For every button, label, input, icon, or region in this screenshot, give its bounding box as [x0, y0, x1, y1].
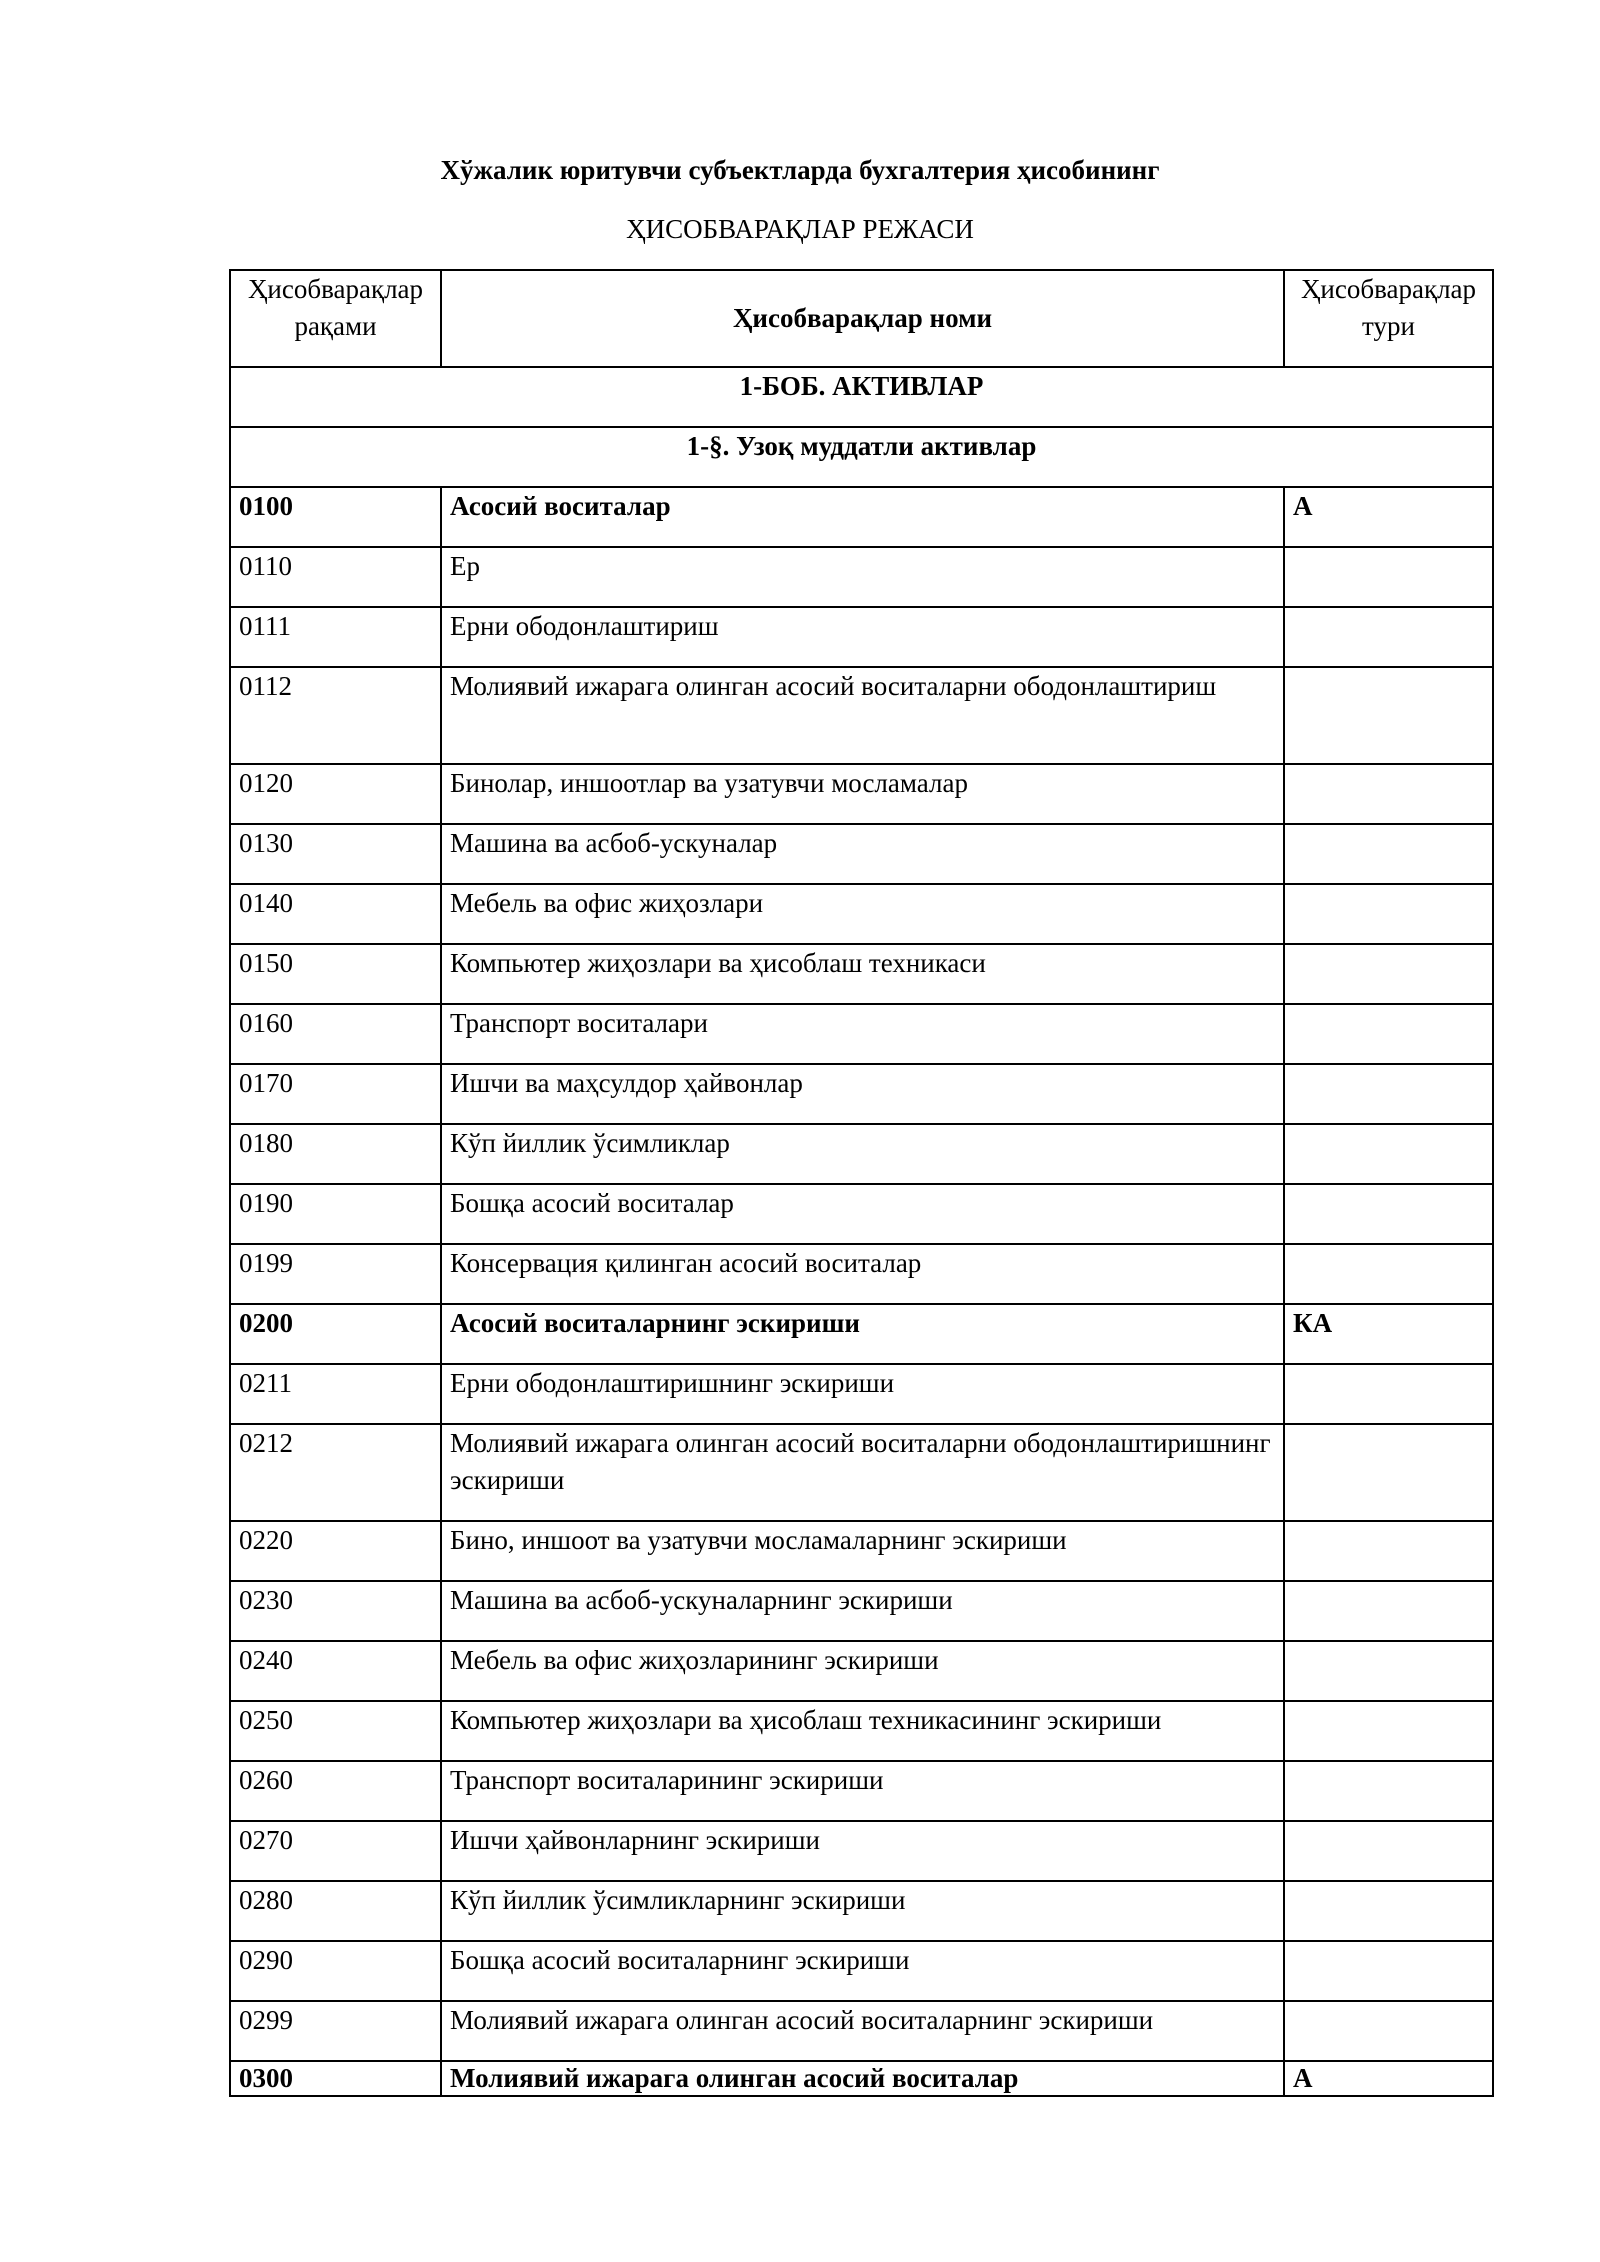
chapter-row [230, 367, 1493, 427]
account-type-cell [1284, 1581, 1493, 1641]
account-name-cell: Компьютер жиҳозлари ва ҳисоблаш техникасининг эскириши [441, 1701, 1284, 1761]
account-type-cell [1284, 884, 1493, 944]
account-type-cell: А [1284, 2061, 1493, 2096]
account-type-cell [1284, 2001, 1493, 2061]
account-name-cell: Бинолар, иншоотлар ва узатувчи мосламалар [441, 764, 1284, 824]
account-type-cell [1284, 944, 1493, 1004]
table-row [230, 1424, 1493, 1521]
table-row [230, 667, 1493, 764]
account-code-cell: 0230 [230, 1581, 441, 1641]
table-row [230, 824, 1493, 884]
table-row [230, 1304, 1493, 1364]
table-row [230, 1581, 1493, 1641]
account-type-cell [1284, 1761, 1493, 1821]
document-title: Хўжалик юритувчи субъектларда бухгалтерия ҳисобининг [440, 155, 1160, 185]
account-name-cell: Молиявий ижарага олинган асосий воситалар [441, 2061, 1284, 2096]
account-code-cell: 0300 [230, 2061, 441, 2096]
account-code-cell: 0110 [230, 547, 441, 607]
account-code-cell: 0150 [230, 944, 441, 1004]
table-row [230, 1364, 1493, 1424]
table-row [230, 1064, 1493, 1124]
table-row [230, 1184, 1493, 1244]
table-row [230, 1821, 1493, 1881]
account-type-cell [1284, 607, 1493, 667]
account-code-cell: 0220 [230, 1521, 441, 1581]
account-code-cell: 0111 [230, 607, 441, 667]
account-type-cell [1284, 1941, 1493, 2001]
account-name-cell: Ерни ободонлаштириш [441, 607, 1284, 667]
account-code-cell: 0270 [230, 1821, 441, 1881]
account-code-cell: 0112 [230, 667, 441, 764]
account-name-cell: Ерни ободонлаштиришнинг эскириши [441, 1364, 1284, 1424]
account-name-cell: Компьютер жиҳозлари ва ҳисоблаш техникаси [441, 944, 1284, 1004]
account-code-cell: 0250 [230, 1701, 441, 1761]
table-header-row [230, 270, 1493, 367]
header-account-type: Ҳисобварақлар тури [1284, 270, 1493, 367]
account-name-cell: Молиявий ижарага олинган асосий воситаларнинг эскириши [441, 2001, 1284, 2061]
table-row [230, 1881, 1493, 1941]
account-code-cell: 0280 [230, 1881, 441, 1941]
account-name-cell: Бошқа асосий воситалар [441, 1184, 1284, 1244]
accounts-plan-table [229, 269, 1494, 2097]
account-type-cell [1284, 1881, 1493, 1941]
account-name-cell: Молиявий ижарага олинган асосий воситаларни ободонлаштириш [441, 667, 1284, 764]
table-row [230, 2001, 1493, 2061]
account-type-cell [1284, 1244, 1493, 1304]
account-name-cell: Мебель ва офис жиҳозлари [441, 884, 1284, 944]
account-name-cell: Машина ва асбоб-ускуналарнинг эскириши [441, 1581, 1284, 1641]
account-type-cell [1284, 1821, 1493, 1881]
table-row [230, 607, 1493, 667]
account-name-cell: Бино, иншоот ва узатувчи мосламаларнинг эскириши [441, 1521, 1284, 1581]
account-name-cell: Ер [441, 547, 1284, 607]
account-name-cell: Машина ва асбоб-ускуналар [441, 824, 1284, 884]
table-row [230, 1244, 1493, 1304]
account-name-cell: Молиявий ижарага олинган асосий воситаларни ободонлаштиришнинг эскириши [441, 1424, 1284, 1521]
account-name-cell: Транспорт воситалари [441, 1004, 1284, 1064]
table-row [230, 1641, 1493, 1701]
account-type-cell [1284, 547, 1493, 607]
account-code-cell: 0199 [230, 1244, 441, 1304]
account-code-cell: 0290 [230, 1941, 441, 2001]
account-name-cell: Мебель ва офис жиҳозларининг эскириши [441, 1641, 1284, 1701]
table-row [230, 547, 1493, 607]
account-name-cell: Кўп йиллик ўсимликларнинг эскириши [441, 1881, 1284, 1941]
account-name-cell: Бошқа асосий воситаларнинг эскириши [441, 1941, 1284, 2001]
account-name-cell: Ишчи ва маҳсулдор ҳайвонлар [441, 1064, 1284, 1124]
account-type-cell: КА [1284, 1304, 1493, 1364]
account-type-cell [1284, 764, 1493, 824]
header-account-number: Ҳисобварақлар рақами [230, 270, 441, 367]
account-code-cell: 0100 [230, 487, 441, 547]
table-row [230, 764, 1493, 824]
table-row [230, 944, 1493, 1004]
account-name-cell: Асосий воситалар [441, 487, 1284, 547]
account-type-cell [1284, 667, 1493, 764]
account-code-cell: 0170 [230, 1064, 441, 1124]
account-name-cell: Асосий воситаларнинг эскириши [441, 1304, 1284, 1364]
account-code-cell: 0190 [230, 1184, 441, 1244]
account-type-cell [1284, 1184, 1493, 1244]
account-type-cell [1284, 1124, 1493, 1184]
account-type-cell [1284, 1521, 1493, 1581]
table-row [230, 1761, 1493, 1821]
account-code-cell: 0200 [230, 1304, 441, 1364]
section-row [230, 427, 1493, 487]
account-code-cell: 0212 [230, 1424, 441, 1521]
account-code-cell: 0211 [230, 1364, 441, 1424]
table-row [230, 487, 1493, 547]
table-row [230, 1521, 1493, 1581]
account-type-cell [1284, 824, 1493, 884]
account-code-cell: 0140 [230, 884, 441, 944]
account-code-cell: 0240 [230, 1641, 441, 1701]
table-row [230, 884, 1493, 944]
account-type-cell [1284, 1004, 1493, 1064]
account-type-cell: А [1284, 487, 1493, 547]
account-type-cell [1284, 1424, 1493, 1521]
document-subtitle: ҲИСОБВАРАҚЛАР РЕЖАСИ [626, 214, 974, 244]
account-code-cell: 0130 [230, 824, 441, 884]
header-account-name: Ҳисобварақлар номи [441, 270, 1284, 367]
account-name-cell: Консервация қилинган асосий воситалар [441, 1244, 1284, 1304]
section-title: 1-§. Узоқ муддатли активлар [230, 427, 1493, 487]
account-name-cell: Транспорт воситаларининг эскириши [441, 1761, 1284, 1821]
account-code-cell: 0180 [230, 1124, 441, 1184]
account-type-cell [1284, 1641, 1493, 1701]
table-row [230, 1124, 1493, 1184]
account-type-cell [1284, 1364, 1493, 1424]
table-row [230, 2061, 1493, 2096]
account-code-cell: 0299 [230, 2001, 441, 2061]
account-type-cell [1284, 1701, 1493, 1761]
account-code-cell: 0260 [230, 1761, 441, 1821]
table-row [230, 1941, 1493, 2001]
chapter-title: 1-БОБ. АКТИВЛАР [230, 367, 1493, 427]
account-code-cell: 0160 [230, 1004, 441, 1064]
account-code-cell: 0120 [230, 764, 441, 824]
table-row [230, 1701, 1493, 1761]
account-type-cell [1284, 1064, 1493, 1124]
account-name-cell: Кўп йиллик ўсимликлар [441, 1124, 1284, 1184]
account-name-cell: Ишчи ҳайвонларнинг эскириши [441, 1821, 1284, 1881]
table-row [230, 1004, 1493, 1064]
